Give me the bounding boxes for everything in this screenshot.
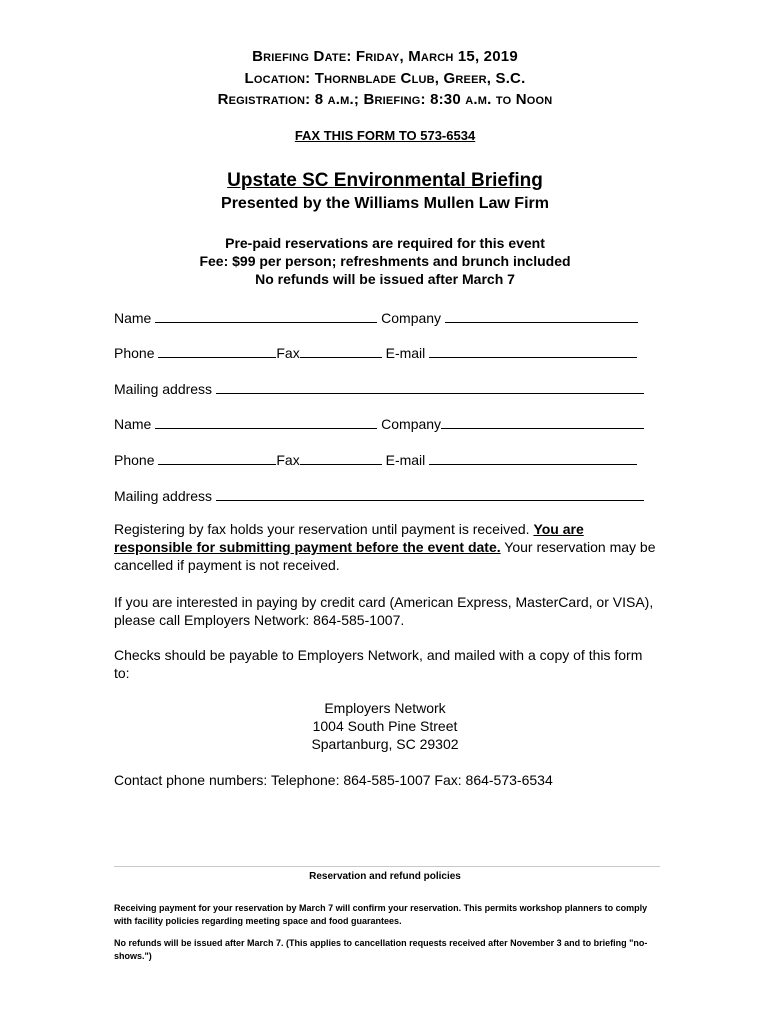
contact-phone-numbers: Contact phone numbers: Telephone: 864-585-1007 Fax: 864-573-6534: [114, 772, 553, 788]
credit-card-paragraph: If you are interested in paying by credit card (American Express, MasterCard, or VISA), please call Employers Network: 864-585-1007.: [114, 594, 654, 628]
notice-refunds: No refunds will be issued after March 7: [255, 271, 515, 287]
address-line-1: Employers Network: [324, 700, 446, 716]
email-field[interactable]: [429, 343, 637, 358]
payment-cancel-text: Your reservation may be cancelled if payment is not received.: [114, 539, 656, 573]
policy-paragraph-1: Receiving payment for your reservation by March 7 will confirm your reservation. This permits workshop planners to comply with facility policies regarding meeting space and food guarantees.: [114, 903, 648, 926]
mailing-address-label: Mailing address: [114, 488, 213, 504]
notice-prepaid: Pre-paid reservations are required for this event: [225, 235, 545, 251]
name-label: Name: [114, 310, 152, 326]
company-label: Company: [381, 310, 442, 326]
address-line-2: 1004 South Pine Street: [312, 718, 458, 734]
attendee-2-name-row: [114, 414, 644, 432]
phone-label: Phone: [114, 452, 155, 468]
policies-title: Reservation and refund policies: [309, 871, 461, 882]
fax-instruction: FAX THIS FORM TO 573-6534: [294, 128, 476, 143]
briefing-date: Briefing Date: Friday, March 15, 2019: [252, 48, 518, 65]
name-field[interactable]: [155, 414, 377, 429]
email-field[interactable]: [429, 450, 637, 465]
attendee-1-name-row: [114, 308, 638, 326]
fax-field[interactable]: [300, 450, 382, 465]
fax-label: Fax: [276, 452, 300, 468]
mailing-address-label: Mailing address: [114, 381, 213, 397]
attendee-2-phone-row: [114, 450, 637, 468]
attendee-2-mailing-row: [114, 486, 644, 504]
company-field[interactable]: [445, 308, 638, 323]
registration-time: Registration: 8 a.m.; Briefing: 8:30 a.m. to Noon: [217, 91, 553, 108]
checks-paragraph: Checks should be payable to Employers Network, and mailed with a copy of this form to:: [114, 647, 643, 681]
policy-paragraph-2: No refunds will be issued after March 7. (This applies to cancellation requests received after November 3 and to briefing "no-shows."): [114, 938, 648, 961]
payment-responsibility-emphasis: You are responsible for submitting payment before the event date.: [114, 521, 584, 555]
divider: [114, 866, 660, 867]
email-label: E-mail: [385, 452, 426, 468]
email-label: E-mail: [385, 345, 426, 361]
page-title: Upstate SC Environmental Briefing: [227, 170, 543, 191]
phone-field[interactable]: [158, 450, 276, 465]
briefing-location: Location: Thornblade Club, Greer, S.C.: [244, 70, 526, 87]
phone-field[interactable]: [158, 343, 276, 358]
company-field[interactable]: [441, 414, 644, 429]
attendee-1-phone-row: [114, 343, 637, 361]
name-field[interactable]: [155, 308, 377, 323]
fax-label: Fax: [276, 345, 300, 361]
company-label: Company: [381, 416, 442, 432]
name-label: Name: [114, 416, 152, 432]
mailing-address-field[interactable]: [216, 486, 644, 501]
mailing-address-field[interactable]: [216, 379, 644, 394]
attendee-1-mailing-row: [114, 379, 644, 397]
payment-text: Registering by fax holds your reservation until payment is received.: [114, 521, 534, 537]
payment-paragraph: [114, 520, 659, 574]
phone-label: Phone: [114, 345, 155, 361]
fax-field[interactable]: [300, 343, 382, 358]
notice-fee: Fee: $99 per person; refreshments and brunch included: [199, 253, 571, 269]
page-subtitle: Presented by the Williams Mullen Law Firm: [221, 195, 549, 212]
address-line-3: Spartanburg, SC 29302: [311, 736, 459, 752]
